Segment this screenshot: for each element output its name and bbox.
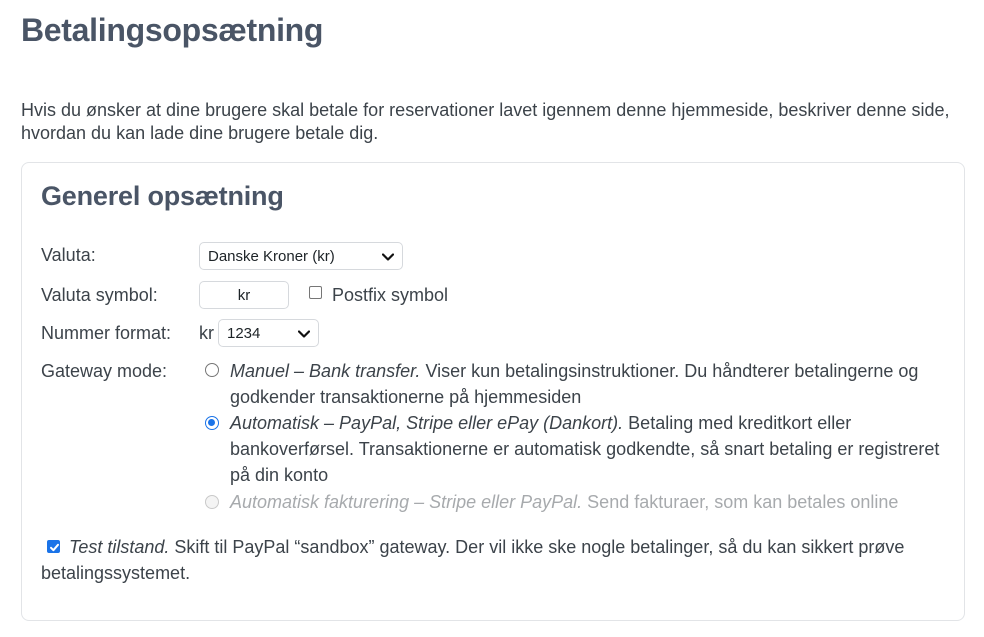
gateway-automatic-option — [230, 410, 950, 488]
currency-select[interactable] — [199, 242, 403, 270]
gateway-mode-label: Gateway mode: — [41, 361, 168, 381]
chevron-down-icon — [382, 248, 394, 265]
gateway-invoicing-title: Automatisk fakturering – Stripe eller PayPal. — [230, 492, 583, 512]
number-format-select[interactable] — [218, 319, 319, 347]
gateway-manual-option — [230, 358, 950, 410]
gateway-manual-title: Manuel – Bank transfer. — [230, 361, 421, 381]
currency-label: Valuta: — [41, 245, 96, 265]
postfix-symbol-label: Postfix symbol — [332, 285, 449, 305]
currency-select-value: Danske Kroner (kr) — [208, 247, 335, 265]
test-mode-title: Test tilstand. — [69, 537, 170, 557]
section-heading: Generel opsætning — [41, 181, 284, 211]
chevron-down-icon — [298, 325, 310, 342]
page-intro: Hvis du ønsker at dine brugere skal betale for reservationer lavet igennem denne hjemmeside, beskriver denne side, hvordan du kan lade dine brugere betale dig. — [21, 100, 950, 143]
postfix-symbol-checkbox[interactable] — [309, 286, 322, 299]
test-mode-text — [41, 534, 921, 586]
test-mode-description: Skift til PayPal “sandbox” gateway. Der vil ikke ske nogle betalinger, så du kan sikkert prøve betalingssystemet. — [41, 537, 905, 583]
gateway-automatic-radio[interactable] — [205, 416, 219, 430]
gateway-invoicing-radio — [205, 495, 219, 509]
gateway-manual-radio[interactable] — [205, 363, 219, 377]
general-settings-card — [21, 162, 965, 621]
gateway-invoicing-option — [230, 489, 950, 515]
number-format-label: Nummer format: — [41, 323, 172, 343]
page-title: Betalingsopsætning — [21, 12, 324, 48]
gateway-invoicing-description: Send fakturaer, som kan betales online — [582, 492, 899, 512]
gateway-manual-description: Viser kun betalingsinstruktioner. Du håndterer betalingerne og godkender transaktionerne på hjemmesiden — [230, 361, 919, 407]
currency-symbol-input[interactable] — [199, 281, 289, 309]
number-format-select-value: 1234 — [227, 324, 261, 342]
number-format-prefix: kr — [199, 323, 214, 343]
gateway-automatic-title: Automatisk – PayPal, Stripe eller ePay (Dankort). — [230, 413, 624, 433]
currency-symbol-label: Valuta symbol: — [41, 285, 158, 305]
gateway-automatic-description: Betaling med kreditkort eller bankoverførsel. Transaktionerne er automatisk godkendte, så snart betaling er registreret på din konto — [230, 413, 940, 485]
